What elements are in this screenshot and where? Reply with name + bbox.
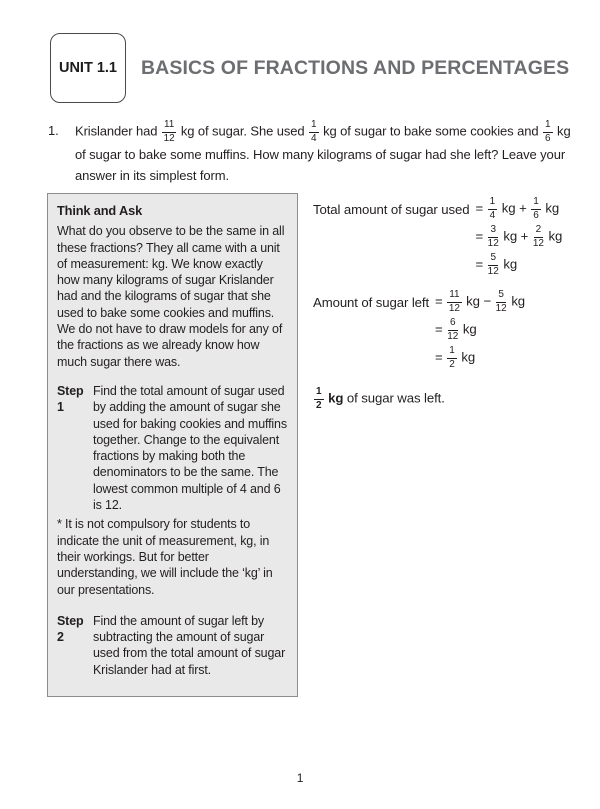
math-text: = — [475, 200, 487, 216]
sugar-left-label: Amount of sugar left — [313, 294, 430, 310]
equation-line — [435, 318, 577, 342]
math-text: kg — [459, 321, 477, 337]
math-text: kg — [507, 293, 526, 309]
step-2-text: Find the amount of sugar left by subtracting the amount of sugar used from the total amount of sugar Krislander had at first. — [93, 613, 286, 677]
unit-badge — [50, 33, 126, 103]
page-header — [50, 33, 575, 103]
fraction: $\frac{1}{6}$ — [533, 196, 539, 221]
step-2 — [57, 613, 288, 678]
math-text: = — [435, 321, 447, 337]
math-text: kg of sugar. She used — [177, 123, 309, 139]
page-title: BASICS OF FRACTIONS AND PERCENTAGES — [141, 56, 570, 79]
fraction: $\frac{5}{12}$ — [495, 289, 507, 314]
math-text: kg — [457, 349, 476, 365]
fraction: $\frac{11}{12}$ — [163, 119, 175, 144]
math-text: kg + — [498, 200, 531, 216]
fraction: $\frac{1}{4}$ — [311, 119, 317, 144]
step-2-label: Step 2 — [57, 613, 84, 645]
math-text: kg — [541, 200, 560, 216]
fraction: $\frac{5}{12}$ — [487, 252, 499, 277]
math-text: kg — [544, 228, 563, 244]
equation-line — [475, 225, 577, 249]
math-text: kg — [324, 390, 344, 406]
fraction: $\frac{1}{6}$ — [544, 119, 551, 144]
think-and-ask-box — [47, 193, 298, 697]
fraction: $\frac{2}{12}$ — [532, 224, 544, 249]
math-text: = — [475, 228, 487, 244]
fraction: $\frac{3}{12}$ — [487, 224, 499, 249]
think-box-intro: What do you observe to be the same in all these fractions? They all came with a unit of measurement: kg. We know exactly how many kilograms of sugar Krislander had and the kilograms of sugar that she used to bake some cookies and muffins. We do not have to draw models for any of the fractions as we already know how much sugar there was. — [57, 224, 285, 369]
worked-solution — [313, 193, 577, 411]
main-content — [47, 193, 577, 697]
fraction: $\frac{6}{12}$ — [447, 317, 459, 342]
equation-line — [475, 197, 577, 221]
solution-group-total-used — [313, 197, 577, 277]
answer-statement — [313, 387, 577, 411]
think-box-title: Think and Ask — [57, 203, 143, 218]
math-text: Krislander had — [75, 123, 161, 139]
step-1-label: Step 1 — [57, 383, 84, 415]
solution-group-sugar-left — [313, 290, 577, 370]
equation-line — [435, 290, 577, 314]
equation-line — [435, 346, 577, 370]
math-text: of sugar was left. — [343, 390, 445, 406]
fraction: $\frac{1}{2}$ — [316, 386, 322, 411]
math-text: = — [435, 293, 447, 309]
step-1 — [57, 383, 288, 513]
teacher-note: * It is not compulsory for students to indicate the unit of measurement, kg, in their workings. But for better understanding, we will include the ‘kg’ in our presentations. — [57, 517, 273, 597]
math-text: kg — [499, 256, 518, 272]
question-text — [75, 120, 578, 186]
fraction: $\frac{11}{12}$ — [448, 289, 460, 314]
total-used-label: Total amount of sugar used — [313, 201, 470, 217]
page-number: 1 — [296, 771, 304, 785]
equation-line — [475, 253, 577, 277]
fraction: $\frac{1}{2}$ — [449, 345, 455, 370]
question-1 — [48, 120, 578, 186]
question-number: 1. — [48, 123, 59, 138]
fraction: $\frac{1}{4}$ — [489, 196, 496, 221]
step-1-text: Find the total amount of sugar used by adding the amount of sugar she used for baking cookies and muffins together. Change to the equivalent fractions by making both the denominators to be the same. The lowest common multiple of 4 and 6 is 12. — [93, 383, 287, 513]
math-text: kg + — [499, 228, 532, 244]
math-text: = — [475, 256, 487, 272]
math-text: kg of sugar to bake some cookies and — [319, 123, 542, 139]
unit-badge-label: UNIT 1.1 — [58, 60, 117, 76]
math-text: kg of sugar to bake some muffins. How many kilograms of sugar had she left? Leave your answer in its simplest form. — [75, 123, 571, 183]
math-text: = — [435, 349, 447, 365]
math-text: kg − — [462, 293, 495, 309]
